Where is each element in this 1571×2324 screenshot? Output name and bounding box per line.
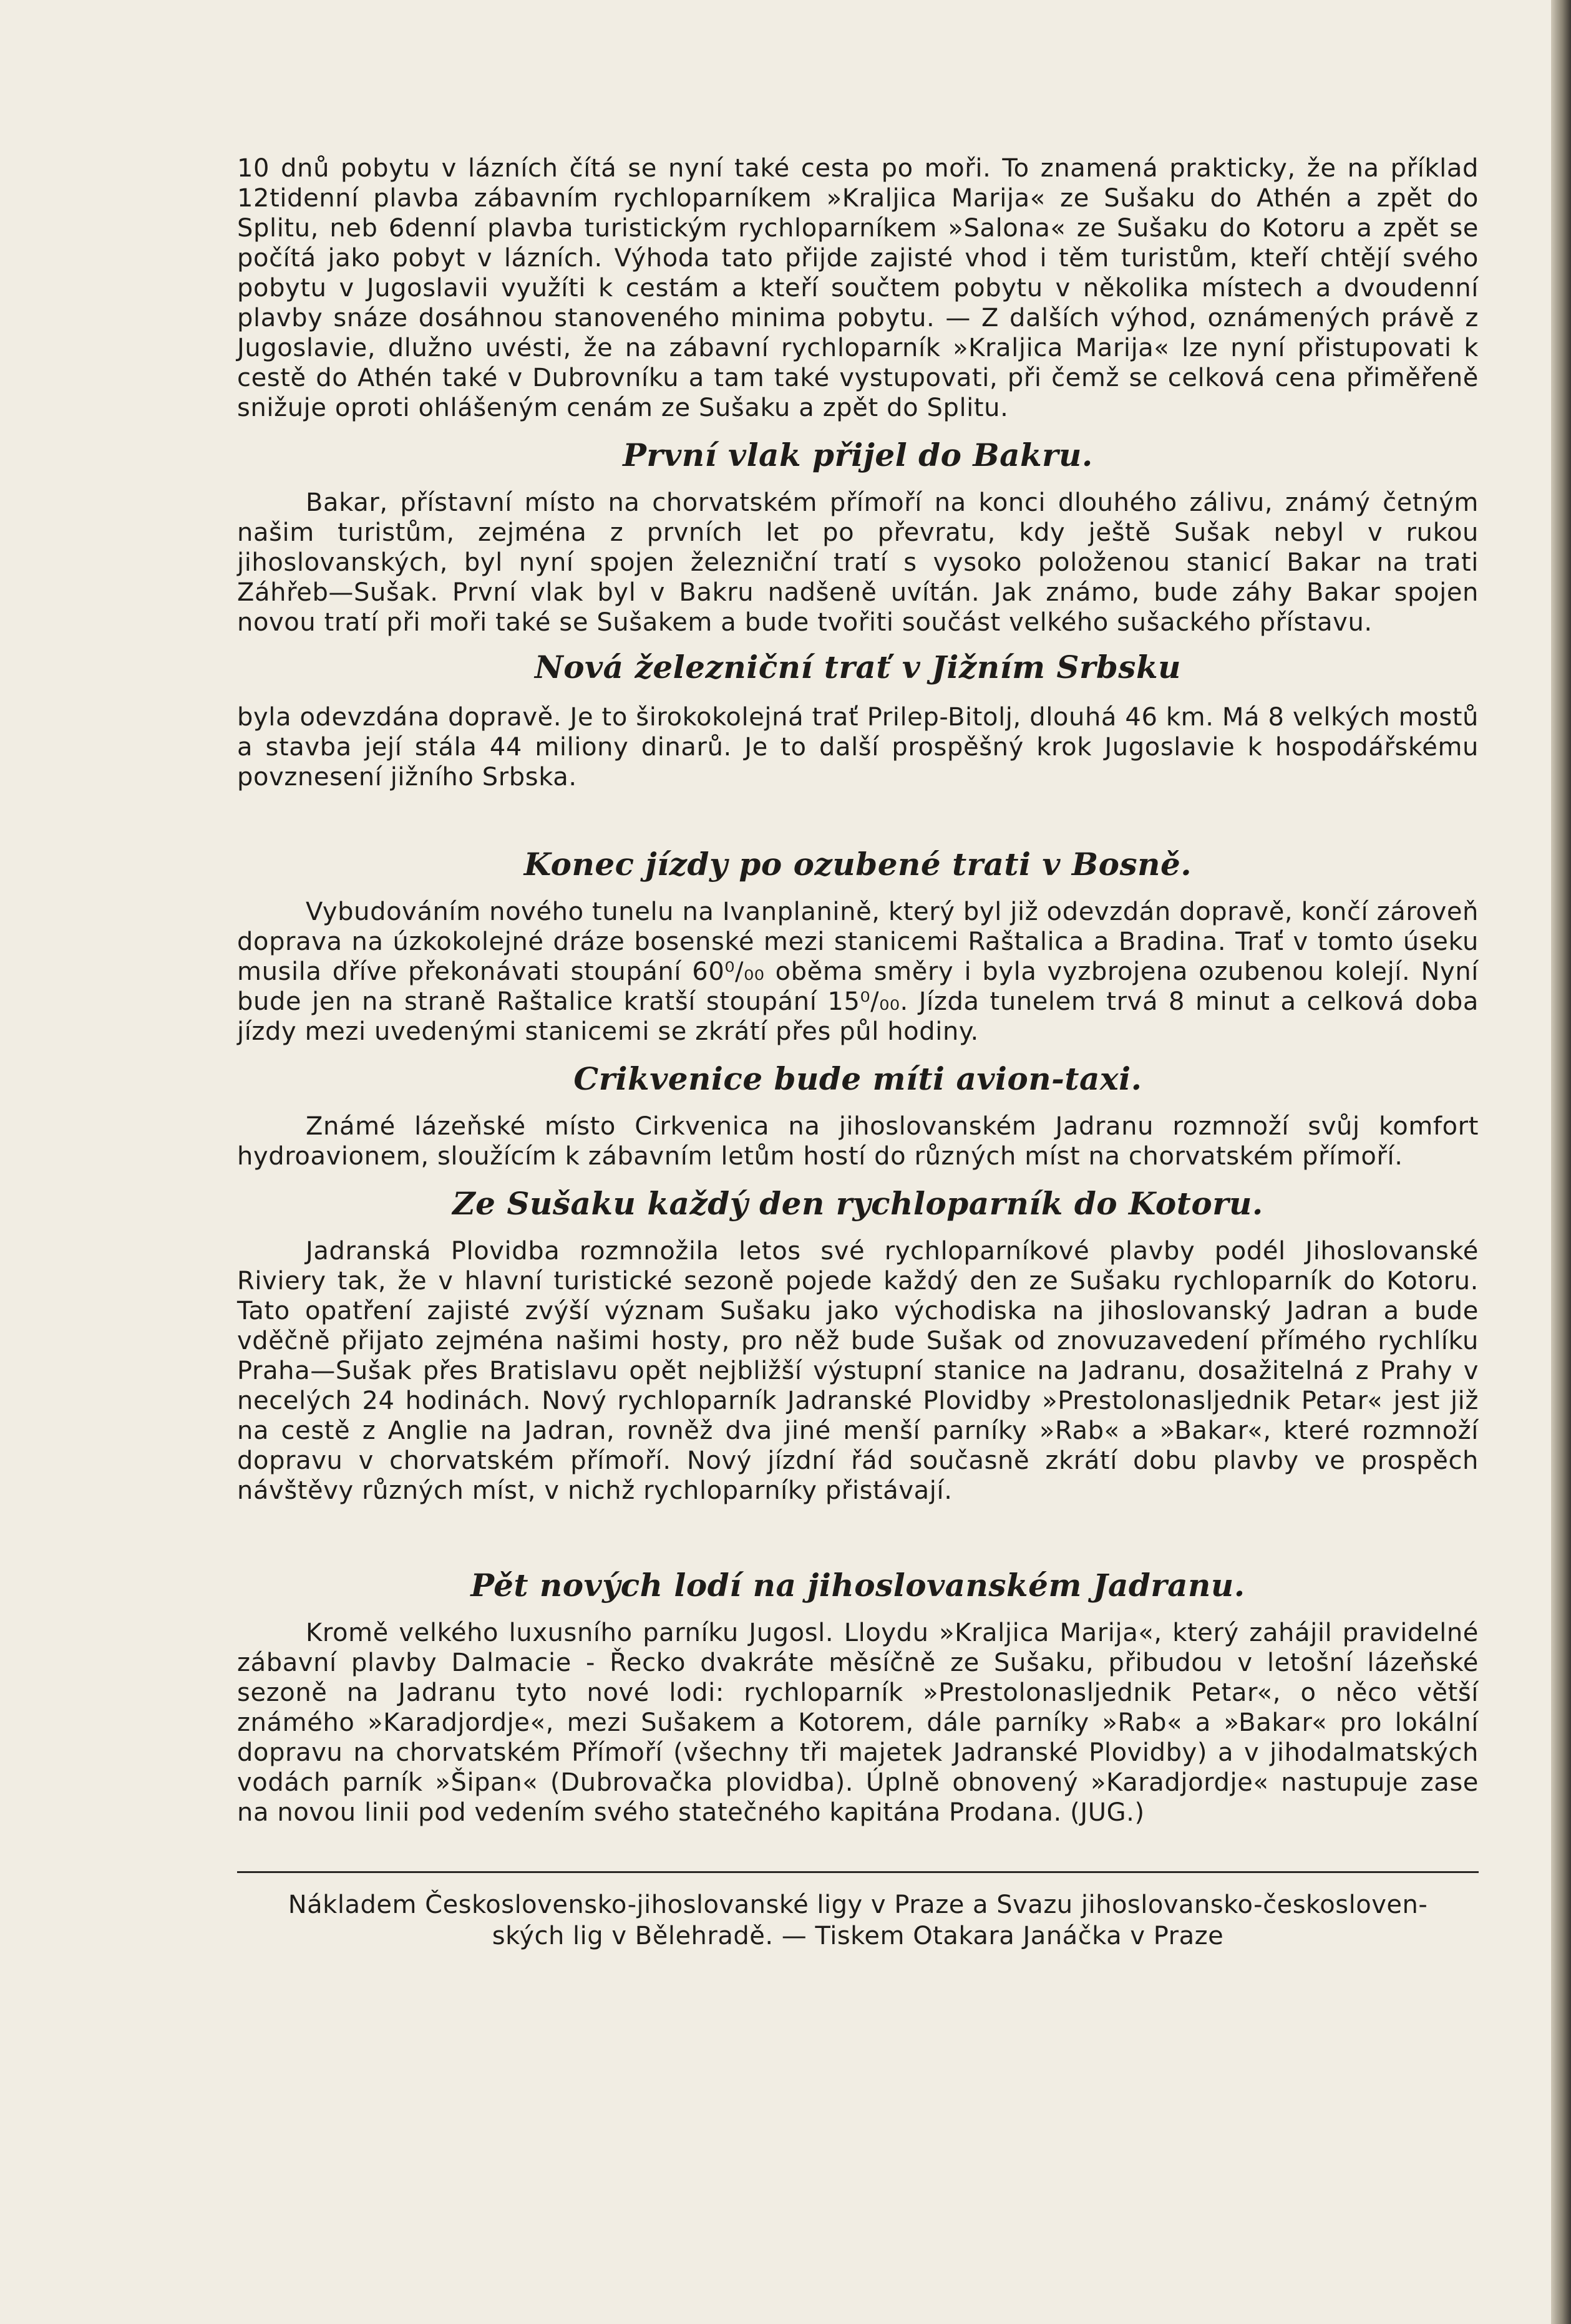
- section-body-railway-south-serbia: byla odevzdána dopravě. Je to širokokolejná trať Prilep-Bitolj, dlouhá 46 km. Má 8 velkých mostů a stavba její stála 44 miliony dinarů. Je to další prospěšný krok Jugoslavie k hospodářskému povznesení jižního Srbska.: [237, 703, 1479, 792]
- section-heading-bakar: První vlak přijel do Bakru.: [623, 437, 1093, 473]
- section-body-susak-kotor-steamer: Jadranská Plovidba rozmnožila letos své rychloparníkové plavby podél Jihoslovanské Riviery tak, že v hlavní turistické sezoně pojede každý den ze Sušaku rychloparník do Kotoru. Tato opatření zajisté zvýší význam Sušaku jako východiska na jihoslovanský Jadran a bude vděčně přijato zejména našimi hosty, pro něž bude Sušak od znovuzavedení přímého rychlíku Praha—Sušak přes Bratislavu opět nejbližší výstupní stanice na Jadranu, dosažitelná z Prahy v necelých 24 hodinách. Nový rychloparník Jadranské Plovidby »Prestolonasljednik Petar« jest již na cestě z Anglie na Jadran, rovněž dva jiné menší parníky »Rab« a »Bakar«, které rozmnoží dopravu v chorvatském přímoří. Nový jízdní řád současně zkrátí dobu plavby ve prospěch návštěvy různých míst, v nichž rychloparníky přistávají.: [237, 1237, 1479, 1505]
- intro-paragraph: 10 dnů pobytu v lázních čítá se nyní také cesta po moři. To znamená prakticky, že na příklad 12tidenní plavba zábavním rychloparníkem »Kraljica Marija« ze Sušaku do Athén a zpět do Splitu, neb 6denní plavba turistickým rychloparníkem »Salona« ze Sušaku do Kotoru a zpět se počítá jako pobyt v lázních. Výhoda tato přijde zajisté vhod i těm turistům, kteří chtějí svého pobytu v Jugoslavii využíti k cestám a kteří součtem pobytu v několika místech a dvoudenní plavby snáze dosáhnou stanoveného minima pobytu. — Z dalších výhod, oznámených právě z Jugoslavie, dlužno uvésti, že na zábavní rychloparník »Kraljica Marija« lze nyní přistupovati k cestě do Athén také v Dubrovníku a tam také vystupovati, při čemž se celková cena přiměřeně snižuje oproti ohlášeným cenám ze Sušaku a zpět do Splitu.: [237, 154, 1479, 422]
- section-body-five-new-ships: Kromě velkého luxusního parníku Jugosl. Lloydu »Kraljica Marija«, který zahájil pravidelné zábavní plavby Dalmacie - Řecko dvakráte měsíčně ze Sušaku, přibudou v letošní lázeňské sezoně na Jadranu tyto nové lodi: rychloparník »Prestolonasljednik Petar«, o něco větší známého »Karadjordje«, mezi Sušakem a Kotorem, dále parníky »Rab« a »Bakar« pro lokální dopravu na chorvatském Přímoří (všechny tři majetek Jadranské Plovidby) a v jihodalmatských vodách parník »Šipan« (Dubrovačka plovidba). Úplně obnovený »Karadjordje« nastupuje zase na novou linii pod vedením svého statečného kapitána Prodana. (JUG.): [237, 1619, 1479, 1827]
- imprint-line-2: ských lig v Bělehradě. — Tiskem Otakara Janáčka v Praze: [492, 1922, 1224, 1950]
- section-body-crikvenica-avion-taxi: Známé lázeňské místo Cirkvenica na jihoslovanském Jadranu rozmnoží svůj komfort hydroavionem, sloužícím k zábavním letům hostí do různých míst na chorvatském přímoří.: [237, 1112, 1479, 1171]
- imprint-line-1: Nákladem Československo-jihoslovanské ligy v Praze a Svazu jihoslovansko-českosloven-: [288, 1891, 1428, 1919]
- footer-divider: [237, 1871, 1479, 1873]
- text-column: [237, 153, 1479, 1952]
- section-body-rack-railway-bosnia: Vybudováním nového tunelu na Ivanplanině, který byl již odevzdán dopravě, končí zároveň doprava na úzkokolejné dráze bosenské mezi stanicemi Raštalica a Bradina. Trať v tomto úseku musila dříve překonávati stoupání 60⁰/₀₀ oběma směry i byla vyzbrojena ozubenou kolejí. Nyní bude jen na straně Raštalice kratší stoupání 15⁰/₀₀. Jízda tunelem trvá 8 minut a celková doba jízdy mezi uvedenými stanicemi se zkrátí přes půl hodiny.: [237, 898, 1479, 1046]
- section-heading-crikvenica-avion-taxi: Crikvenice bude míti avion-taxi.: [573, 1060, 1142, 1097]
- section-heading-susak-kotor-steamer: Ze Sušaku každý den rychloparník do Kotoru.: [452, 1185, 1263, 1222]
- section-body-bakar: Bakar, přístavní místo na chorvatském přímoří na konci dlouhého zálivu, známý četným našim turistům, zejména z prvních let po převratu, kdy ještě Sušak nebyl v rukou jihoslovanských, byl nyní spojen železniční tratí s vysoko položenou stanicí Bakar na trati Záhřeb—Sušak. První vlak byl v Bakru nadšeně uvítán. Jak známo, bude záhy Bakar spojen novou tratí při moři také se Sušakem a bude tvořiti součást velkého sušackého přístavu.: [237, 488, 1479, 637]
- section-heading-five-new-ships: Pět nových lodí na jihoslovanském Jadranu.: [470, 1567, 1245, 1604]
- page-binding-edge: [1551, 0, 1571, 2324]
- section-heading-rack-railway-bosnia: Konec jízdy po ozubené trati v Bosně.: [523, 846, 1192, 883]
- section-heading-railway-south-serbia: Nová železniční trať v Jižním Srbsku: [535, 649, 1181, 685]
